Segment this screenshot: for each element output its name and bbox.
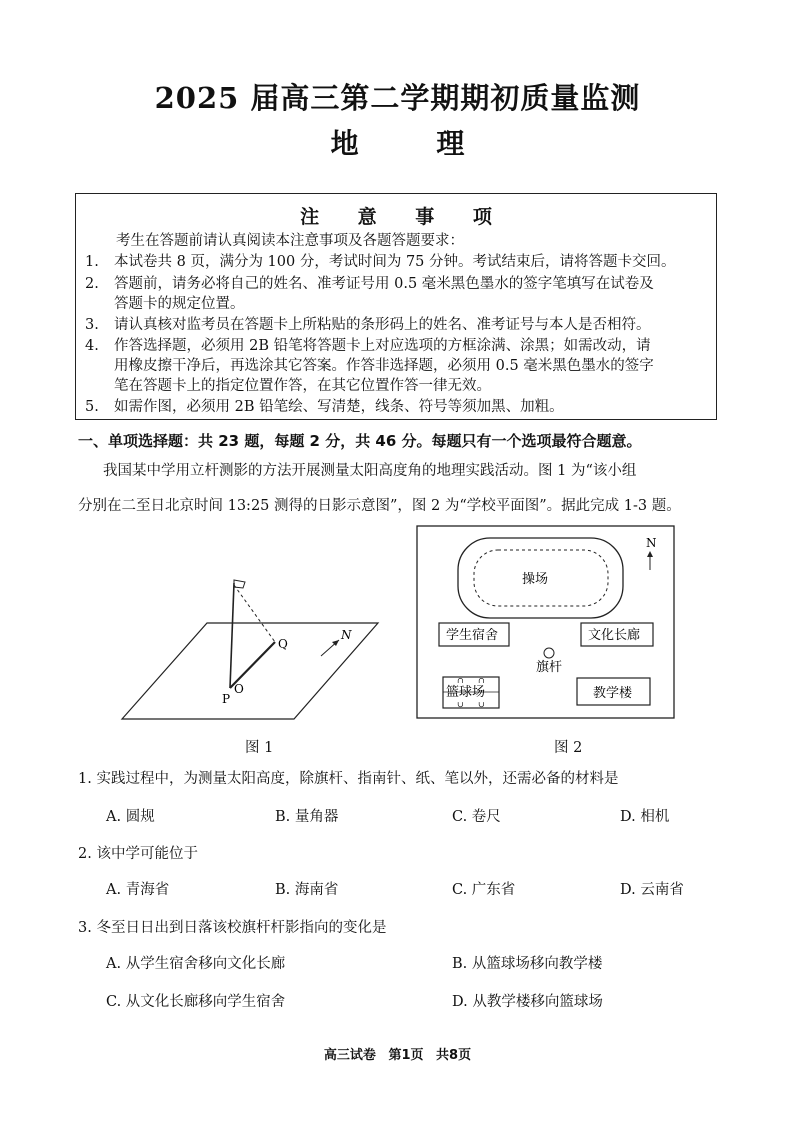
notice-item-num: 5. (85, 399, 99, 415)
notice-box (75, 193, 717, 420)
label-playground: 操场 (522, 572, 549, 587)
notice-intro: 考生在答题前请认真阅读本注意事项及各题答题要求： (116, 233, 464, 249)
label-court: 篮球场 (446, 685, 486, 700)
fig1-label-q: Q (278, 637, 288, 651)
fig1-label-p: P (222, 692, 231, 706)
q2-option-d[interactable]: D. 云南省 (620, 882, 684, 898)
figure-2 (416, 525, 676, 720)
q2-option-b[interactable]: B. 海南省 (275, 882, 339, 898)
sun-ray-line (234, 585, 275, 642)
question-3-stem: 3. 冬至日日出到日落该校旗杆杆影指向的变化是 (78, 920, 387, 936)
passage-line: 我国某中学用立杆测影的方法开展测量太阳高度角的地理实践活动。图 1 为“该小组 (103, 463, 637, 479)
q1-option-a[interactable]: A. 圆规 (106, 809, 155, 825)
label-flagpole: 旗杆 (536, 660, 563, 675)
notice-title: 注 意 事 项 (300, 206, 508, 228)
q1-option-d[interactable]: D. 相机 (620, 809, 670, 825)
section-heading: 一、单项选择题：共 23 题，每题 2 分，共 46 分。每题只有一个选项最符合题意。 (78, 432, 642, 450)
q2-option-a[interactable]: A. 青海省 (106, 882, 170, 898)
notice-item-num: 3. (85, 317, 99, 333)
page-footer: 高三试卷 第1页 共8页 (323, 1048, 472, 1063)
notice-item-num: 4. (85, 338, 99, 354)
q3-option-a[interactable]: A. 从学生宿舍移向文化长廊 (106, 956, 286, 972)
subject-title: 地 理 (330, 127, 499, 160)
label-corridor: 文化长廊 (588, 628, 641, 643)
notice-item-text: 答题卡的规定位置。 (114, 296, 245, 312)
label-north: N (646, 536, 657, 550)
q3-option-d[interactable]: D. 从教学楼移向篮球场 (452, 994, 603, 1010)
figure-1-caption: 图 1 (245, 740, 274, 756)
notice-item-text: 笔在答题卡上的指定位置作答，在其它位置作答一律无效。 (114, 378, 491, 394)
fig1-label-o: O (234, 682, 244, 696)
q1-option-b[interactable]: B. 量角器 (275, 809, 339, 825)
notice-item-num: 1. (85, 254, 99, 270)
notice-item-num: 2. (85, 276, 99, 292)
notice-item-text: 用橡皮擦干净后，再选涂其它答案。作答非选择题，必须用 0.5 毫米黑色墨水的签字 (114, 358, 654, 374)
flagpole-icon (544, 648, 554, 658)
label-teaching: 教学楼 (593, 686, 633, 701)
hoop-icon: ∩ (457, 676, 464, 685)
notice-item-text: 作答选择题，必须用 2B 铅笔将答题卡上对应选项的方框涂满、涂黑；如需改动，请 (114, 338, 651, 354)
hoop-icon: ∩ (478, 676, 485, 685)
figure-2-caption: 图 2 (554, 740, 583, 756)
q3-option-b[interactable]: B. 从篮球场移向教学楼 (452, 956, 603, 972)
hoop-icon: ∪ (478, 700, 485, 709)
figure-1 (100, 560, 400, 730)
ground-plane (122, 623, 378, 719)
flagpole (230, 583, 234, 688)
notice-item-text: 本试卷共 8 页，满分为 100 分，考试时间为 75 分钟。考试结束后，请将答题卡交回。 (114, 254, 676, 270)
question-2-stem: 2. 该中学可能位于 (78, 846, 198, 862)
label-dorm: 学生宿舍 (446, 628, 499, 643)
notice-item-text: 请认真核对监考员在答题卡上所粘贴的条形码上的姓名、准考证号与本人是否相符。 (114, 317, 651, 333)
north-arrowhead-icon (647, 551, 653, 557)
q1-option-c[interactable]: C. 卷尺 (452, 809, 501, 825)
hoop-icon: ∪ (457, 700, 464, 709)
q2-option-c[interactable]: C. 广东省 (452, 882, 516, 898)
q3-option-c[interactable]: C. 从文化长廊移向学生宿舍 (106, 994, 286, 1010)
question-1-stem: 1. 实践过程中，为测量太阳高度，除旗杆、指南针、纸、笔以外，还需必备的材料是 (78, 771, 619, 787)
exam-title: 2025 届高三第二学期期初质量监测 (154, 81, 641, 115)
fig1-label-n: N (341, 628, 352, 642)
notice-item-text: 如需作图，必须用 2B 铅笔绘、写清楚，线条、符号等须加黑、加粗。 (114, 399, 564, 415)
notice-item-text: 答题前，请务必将自己的姓名、准考证号用 0.5 毫米黑色墨水的签字笔填写在试卷及 (114, 276, 654, 292)
passage-line: 分别在二至日北京时间 13:25 测得的日影示意图”，图 2 为“学校平面图”。据此完成 1-3 题。 (78, 498, 681, 514)
